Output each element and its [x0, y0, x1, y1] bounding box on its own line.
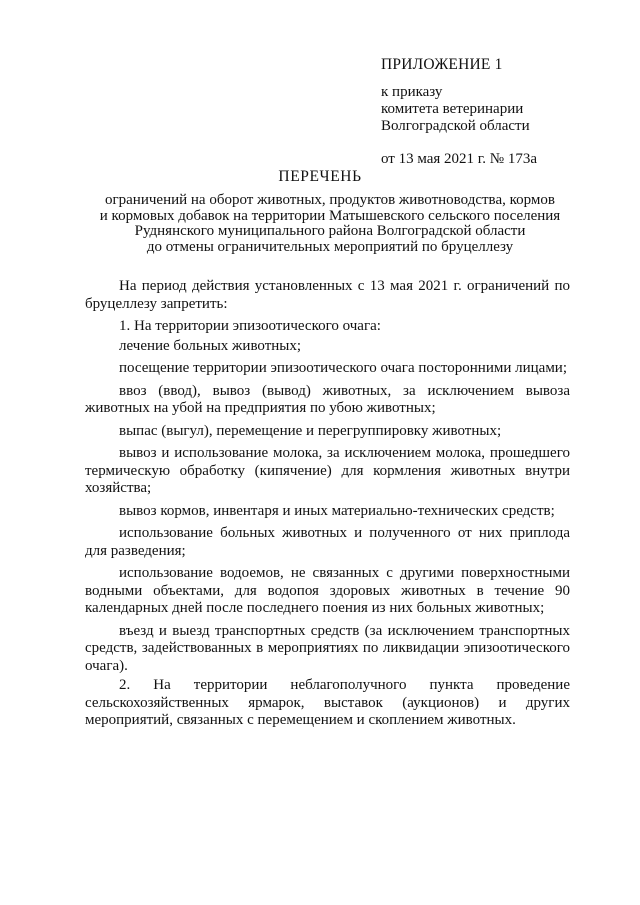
paragraph: посещение территории эпизоотического очага посторонними лицами;	[119, 360, 568, 376]
paragraph: использование больных животных и полученного от них приплода для разведения;	[85, 525, 570, 559]
appendix-line: комитета ветеринарии	[381, 101, 524, 117]
paragraph: вывоз кормов, инвентаря и иных материально-технических средств;	[119, 502, 555, 519]
appendix-date: от 13 мая 2021 г. № 173а	[381, 151, 537, 167]
document-title: ПЕРЕЧЕНЬ	[278, 168, 362, 185]
paragraph: выпас (выгул), перемещение и перегруппировку животных;	[119, 422, 502, 439]
subtitle-line: до отмены ограничительных мероприятий по бруцеллезу	[146, 238, 514, 255]
document-body	[85, 278, 570, 735]
appendix-line: Волгоградской области	[381, 118, 530, 134]
subtitle-line: Руднянского муниципального района Волгоградской области	[134, 223, 526, 239]
paragraph: ввоз (ввод), вывоз (вывод) животных, за исключением вывоза животных на убой на предприятия по убою животных;	[85, 382, 570, 416]
paragraph: въезд и выезд транспортных средств (за исключением транспортных средств, задействованных в мероприятиях по ликвидации эпизоотического очага).	[85, 622, 570, 674]
subtitle-line: ограничений на оборот животных, продуктов животноводства, кормов	[105, 192, 555, 208]
subtitle-line: и кормовых добавок на территории Матышевского сельского поселения	[99, 207, 561, 224]
paragraph-item-1: 1. На территории эпизоотического очага:	[119, 318, 381, 334]
appendix-heading: ПРИЛОЖЕНИЕ 1	[381, 56, 503, 73]
appendix-block	[381, 56, 581, 168]
paragraph: использование водоемов, не связанных с другими поверхностными водными объектами, для водопоя здоровых животных в течение 90 календарных дней после последнего поения из них больных животных;	[85, 565, 570, 616]
document-subtitle	[90, 193, 570, 255]
paragraph: вывоз и использование молока, за исключением молока, прошедшего термическую обработку (кипячение) для кормления животных внутри хозяйства;	[85, 445, 570, 496]
appendix-line: к приказу	[381, 84, 443, 100]
paragraph-intro: На период действия установленных с 13 мая 2021 г. ограничений по бруцеллезу запретить:	[85, 278, 570, 312]
paragraph: лечение больных животных;	[119, 337, 302, 354]
paragraph-item-2: 2. На территории неблагополучного пункта проведение сельскохозяйственных ярмарок, выставок (аукционов) и других мероприятий, связанных с перемещением и скоплением животных.	[85, 677, 570, 728]
